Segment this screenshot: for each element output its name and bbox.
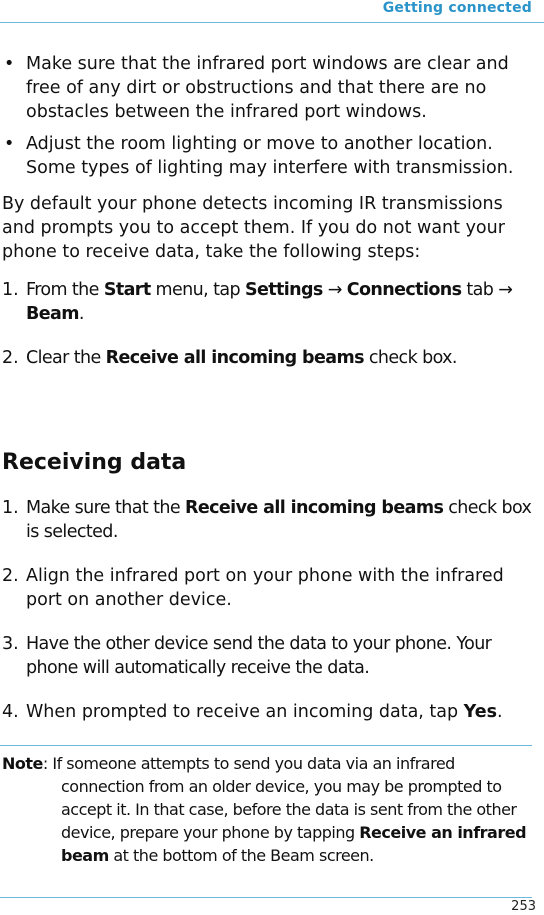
arrow-text: → — [322, 280, 347, 300]
step-number: 2. — [2, 348, 19, 368]
bullet-dot: • — [4, 134, 15, 154]
ui-term: Receive all incoming beams — [105, 348, 364, 368]
step-number: 2. — [2, 566, 19, 586]
bullet-text: Adjust the room lighting or move to another location. Some types of lighting may interfere with transmission. — [26, 134, 514, 178]
step-number: 1. — [2, 498, 19, 518]
text-run: . — [497, 702, 503, 722]
bullet-text: Make sure that the infrared port windows are clear and free of any dirt or obstructions and that there are no obstacles between the infrared port windows. — [26, 54, 509, 122]
step-text — [26, 498, 531, 542]
text-run: tab → — [461, 280, 513, 300]
bullet-item — [2, 132, 532, 180]
ui-term: Yes — [463, 702, 498, 722]
text-run: Clear the — [26, 348, 106, 368]
step-text: Align the infrared port on your phone with the infrared port on another device. — [26, 566, 504, 610]
ui-term: Start — [103, 280, 151, 300]
step-item — [2, 632, 532, 680]
step-text — [26, 280, 512, 324]
step-text: Have the other device send the data to your phone. Your phone will automatically receive the data. — [26, 634, 492, 678]
bullet-item — [2, 52, 532, 124]
step-text — [26, 348, 457, 368]
text-run: Make sure that the — [26, 498, 185, 518]
bullet-dot: • — [4, 54, 15, 74]
text-run: From the — [26, 280, 104, 300]
text-run: check box. — [363, 348, 457, 368]
ui-term: Receive an infrared beam — [61, 823, 527, 865]
section-title: Receiving data — [2, 450, 187, 475]
ui-term: Beam — [26, 304, 79, 324]
text-run: check box is selected. — [26, 498, 532, 542]
step-item — [2, 278, 532, 326]
step-number: 3. — [2, 634, 19, 654]
step-number: 4. — [2, 702, 19, 722]
text-run: menu, tap — [150, 280, 245, 300]
text-run: . — [78, 304, 84, 324]
receiving-steps — [2, 496, 532, 724]
step-item — [2, 564, 532, 612]
note-label: Note — [2, 754, 43, 773]
step-number: 1. — [2, 280, 19, 300]
step-item — [2, 496, 532, 544]
intro-paragraph: By default your phone detects incoming IR transmissions and prompts you to accept them. If you do not want your phone to receive data, take the following steps: — [2, 194, 505, 262]
step-item — [2, 700, 532, 724]
chapter-header: Getting connected — [382, 0, 532, 16]
header-divider — [0, 22, 544, 23]
text-run: When prompted to receive an incoming data, tap — [26, 702, 464, 722]
main-content — [2, 52, 532, 370]
note-body-end: at the bottom of the Beam screen. — [108, 846, 374, 865]
step-item — [2, 346, 532, 370]
footer-divider — [0, 897, 532, 898]
note-text — [2, 752, 532, 867]
ui-term: Settings — [244, 280, 323, 300]
step-text — [26, 702, 503, 722]
page-number: 253 — [511, 899, 536, 914]
ui-term: Connections — [346, 280, 462, 300]
ui-term: Receive all incoming beams — [185, 498, 444, 518]
note-divider — [0, 745, 532, 746]
note-block — [2, 752, 532, 867]
note-body: : If someone attempts to send you data via an infrared connection from an older device, you may be prompted to accept it. In that case, before the data is sent from the other device, prepare your phone by tapping — [42, 754, 517, 842]
